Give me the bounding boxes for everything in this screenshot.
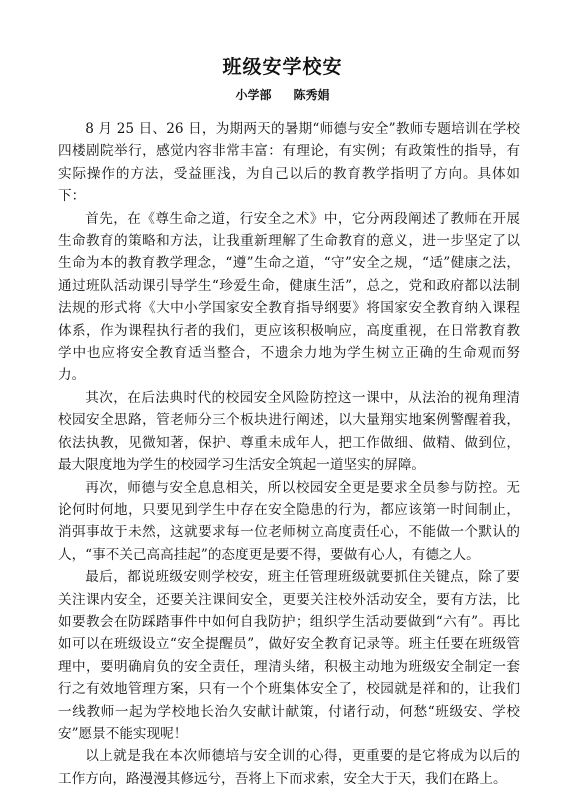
paragraph-first: 首先，在《尊生命之道，行安全之术》中，它分两段阐述了教师在开展生命教育的策略和方法，让我重新理解了生命教育的意义，进一步坚定了以生命为本的教育教学理念，“遵”生命之道，“守”安全之规，“适”健康之法，通过班队活动课引导学生“珍爱生命，健康生活”，总之，党和政府都以法制法规的形式将《大中小学国家安全教育指导纲要》将国家安全教育纳入课程体系，作为课程执行者的我们，更应该积极响应，高度重视，在日常教育教学中也应将安全教育适当整合，不遗余力地为学生树立正确的生命观而努力。 xyxy=(58,210,520,384)
author-department: 小学部 xyxy=(235,88,272,102)
paragraph-intro: 8 月 25 日、26 日，为期两天的暑期“师德与安全”教师专题培训在学校四楼剧院举行，感觉内容非常丰富：有理论，有实例；有政策性的指导，有实际操作的方法，受益匪浅，为自己以后的教育教学指明了方向。具体如下： xyxy=(58,121,520,205)
document-title: 班级安学校安 xyxy=(222,56,343,78)
document-body xyxy=(58,118,520,790)
paragraph-fourth: 最后，都说班级安则学校安，班主任管理班级就要抓住关键点，除了要关注课内安全，还要关注课间安全，更要关注校外活动安全，要有方法，比如要教会在防踩踏事件中如何自我防护；组织学生活动要做到“六有”。再比如可以在班级设立“安全提醒员”，做好安全教育记录等。班主任要在班级管理中，要明确肩负的安全责任，理清头绪，积极主动地为班级安全制定一套行之有效地管理方案，只有一个个班集体安全了，校园就是祥和的，让我们一线教师一起为学校地长治久安献计献策，付诸行动，何愁“班级安、学校安”愿景不能实现呢！ xyxy=(58,569,520,742)
author-name: 陈秀娟 xyxy=(293,88,330,102)
author-line xyxy=(0,86,565,103)
paragraph-third: 再次，师德与安全息息相关，所以校园安全更是要求全员参与防控。无论何时何地，只要见到学生中存在安全隐患的行为，都应该第一时间制止，消弭事故于未然，这就要求每一位老师树立高度责任心，不能做一个默认的人，“事不关己高高挂起”的态度更是要不得，要做有心人，有德之人。 xyxy=(58,479,520,563)
paragraph-second: 其次，在后法典时代的校园安全风险防控这一课中，从法治的视角理清校园安全思路，管老师分三个板块进行阐述，以大量翔实地案例警醒着我，依法执教，见微知著，保护、尊重未成年人，把工作做细、做精、做到位，最大限度地为学生的校园学习生活安全筑起一道坚实的屏障。 xyxy=(58,389,520,474)
paragraph-conclusion: 以上就是我在本次师德培与安全训的心得，更重要的是它将成为以后的工作方向，路漫漫其修远兮，吾将上下而求索，安全大于天，我们在路上。 xyxy=(58,748,520,787)
